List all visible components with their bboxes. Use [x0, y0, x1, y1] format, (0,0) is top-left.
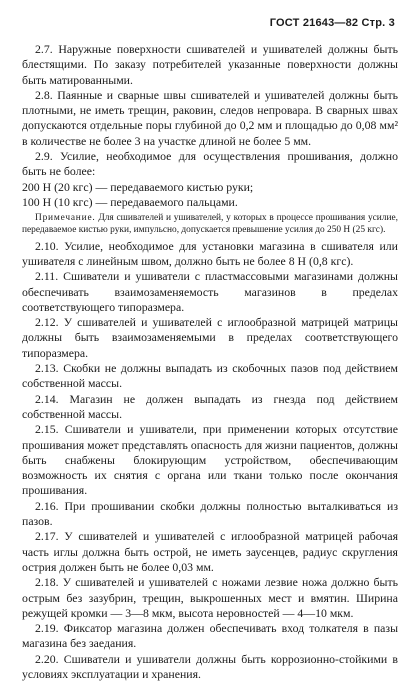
clause-2-16: 2.16. При прошивании скобки должны полностью выталкиваться из пазов.: [22, 498, 398, 529]
clause-2-11: 2.11. Сшиватели и ушиватели с пластмассовыми магазинами должны обеспечивать взаимозаменяемость магазинов в пределах соответствующего типоразмера.: [22, 269, 398, 314]
page-header: ГОСТ 21643—82 Стр. 3: [269, 17, 395, 29]
clause-2-9: 2.9. Усилие, необходимое для осуществления прошивания, должно быть не более:: [22, 149, 398, 179]
clause-2-12: 2.12. У сшивателей и ушивателей с иглообразной матрицей матрицы должны быть взаимозаменяемыми в пределах соответствующего типоразмера.: [22, 315, 398, 360]
clause-2-17: 2.17. У сшивателей и ушивателей с иглообразной матрицей рабочая часть иглы должна быть острой, не иметь заусенцев, радиус скругления острия должен быть не более 0,03 мм.: [22, 529, 398, 574]
clause-2-13: 2.13. Скобки не должны выпадать из скобочных пазов под действием собственной массы.: [22, 361, 398, 391]
note: [22, 212, 398, 236]
clause-2-9-item-hand: 200 Н (20 кгс) — передаваемого кистью руки;: [22, 179, 254, 194]
note-title: Примечание.: [35, 213, 96, 224]
clause-2-10: 2.10. Усилие, необходимое для установки магазина в сшивателя или ушивателя с линейным швом, должно быть не более 8 Н (0,8 кгс).: [22, 238, 398, 268]
clause-2-9-item-fingers: 100 Н (10 кгс) — передаваемого пальцами.: [22, 194, 238, 209]
note-text: Для сшивателей и ушивателей, у которых в процессе прошивания усилие, передаваемое кистью руки, импульсно, допускается превышение усилия до 250 Н (25 кгс).: [22, 213, 399, 236]
clause-2-14: 2.14. Магазин не должен выпадать из гнезда под действием собственной массы.: [22, 391, 398, 421]
clause-2-20: 2.20. Сшиватели и ушиватели должны быть коррозионно-стойкими в условиях эксплуатации и хранения.: [22, 651, 398, 681]
clause-2-18: 2.18. У сшивателей и ушивателей с ножами лезвие ножа должно быть острым без зазубрин, трещин, выкрошенных мест и вмятин. Ширина режущей кромки — 3—8 мкм, высота неровностей — 4—10 мкм.: [22, 575, 398, 620]
clause-2-8: 2.8. Паянные и сварные швы сшивателей и ушивателей должны быть плотными, не иметь трещин, раковин, следов непровара. В сварных швах допускаются отдельные поры глубиной до 0,2 мм и площадью до 0,08 мм² в количестве не более 3 на участке длиной не более 5 мм.: [22, 87, 398, 148]
clause-2-7: 2.7. Наружные поверхности сшивателей и ушивателей должны быть блестящими. По заказу потребителей указанные поверхности должны быть матированными.: [22, 42, 398, 87]
clause-2-19: 2.19. Фиксатор магазина должен обеспечивать вход толкателя в пазы магазина без заедания.: [22, 621, 398, 651]
clause-2-15: 2.15. Сшиватели и ушиватели, при применении которых отсутствие прошивания может представлять опасность для жизни пациентов, должны быть снабжены блокирующим устройством, обеспечивающим возможность их снятия с органа или ткани только после окончания прошивания.: [22, 422, 398, 498]
document-body: [22, 42, 398, 682]
